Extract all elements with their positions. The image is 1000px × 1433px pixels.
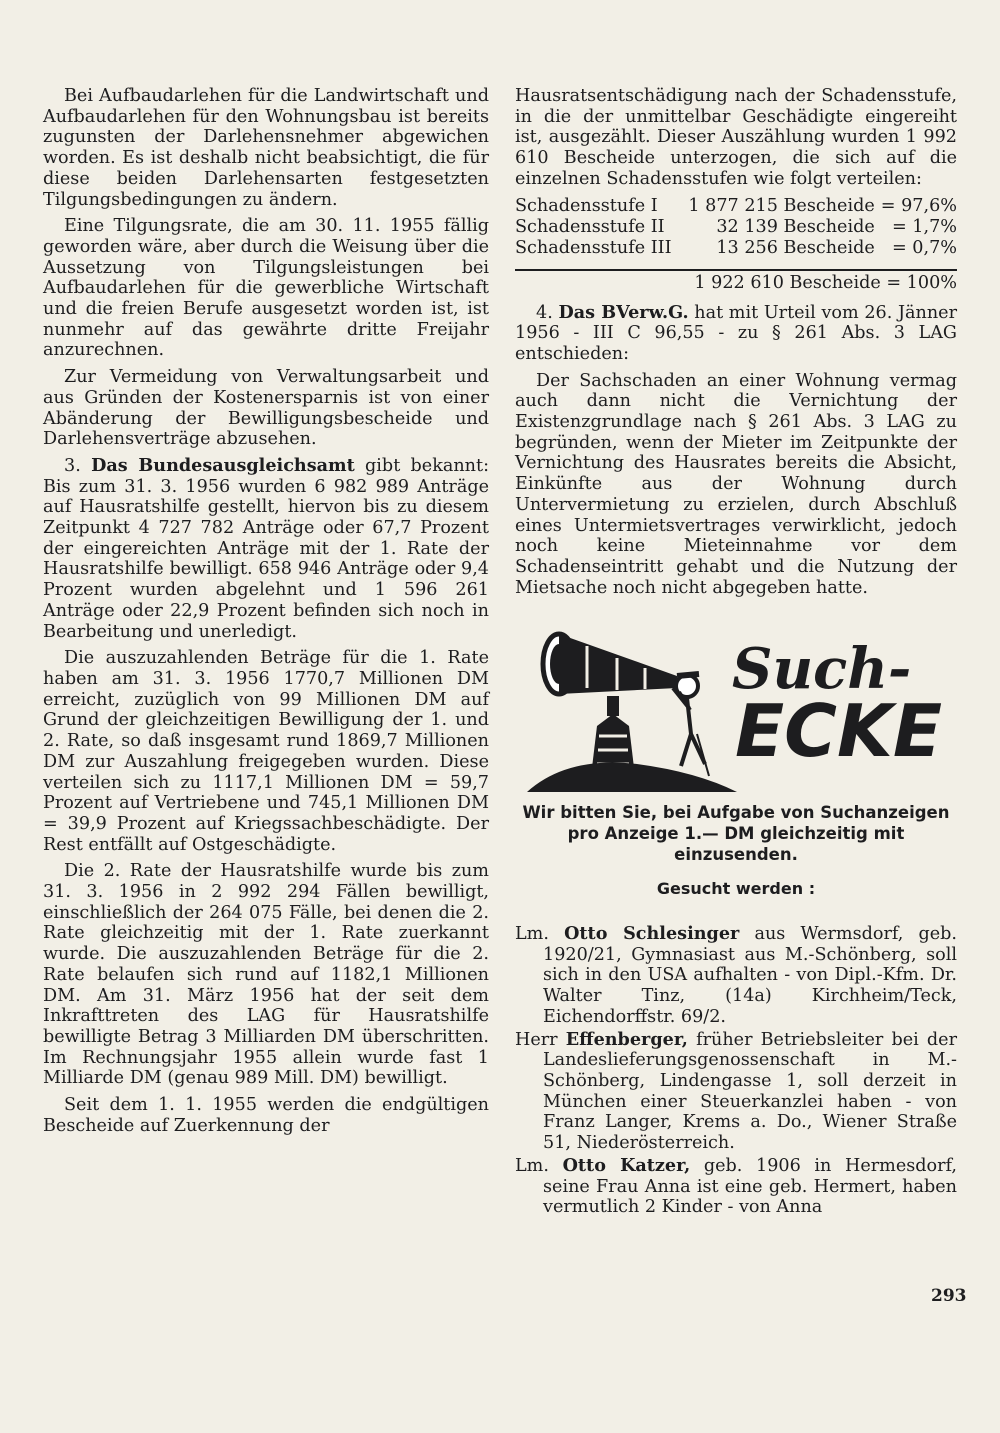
logo-word-ecke: ECKE xyxy=(735,689,942,774)
page-number: 293 xyxy=(931,1286,967,1306)
logo-word-such: Such- xyxy=(732,636,912,703)
level-count: 32 139 Bescheide xyxy=(716,216,875,237)
level-count: 1 877 215 Bescheide xyxy=(688,195,875,216)
section-heading: Gesucht werden : xyxy=(656,879,816,899)
paragraph: Zur Vermeidung von Verwaltungsarbeit und aus Gründen der Kostenersparnis ist von einer Abänderung der Bewilligungsbescheide und Darlehensverträge abzusehen. xyxy=(43,367,489,450)
table-total: 1 922 610 Bescheide = 100% xyxy=(694,272,957,293)
level-label: Schadensstufe III xyxy=(515,237,672,258)
bold-term: Das BVerw.G. xyxy=(558,301,689,323)
paragraph-text: hat mit Urteil vom 26. Jänner 1956 - III C 96,55 - zu § 261 Abs. 3 LAG entschieden: xyxy=(515,302,957,364)
such-ecke-logo xyxy=(527,626,947,796)
entry-text: geb. 1906 in Hermesdorf, seine Frau Anna ist eine geb. Hermert, haben vermutlich 2 Kinder - von Anna xyxy=(543,1155,958,1218)
paragraph: Eine Tilgungsrate, die am 30. 11. 1955 fällig geworden wäre, aber durch die Weisung über die Aussetzung von Tilgungsleistungen bei Aufbaudarlehen für die gewerbliche Wirtschaft und die freien Berufe ausgesetzt worden ist, ist nunmehr auf das gewährte dritte Freijahr anzurechnen. xyxy=(43,216,489,361)
damage-level-table xyxy=(515,196,957,259)
list-item xyxy=(515,1156,957,1218)
entry-name: Otto Schlesinger xyxy=(564,923,740,945)
telescope-icon xyxy=(543,634,677,694)
entry-prefix: Lm. xyxy=(515,1155,549,1176)
level-percent: = 1,7% xyxy=(891,216,957,237)
paragraph: Der Sachschaden an einer Wohnung vermag auch dann nicht die Vernichtung der Existenzgrundlage nach § 261 Abs. 3 LAG zu begründen, wenn der Mieter im Zeitpunkte der Vernichtung des Hausrates bereits die Absicht, Einkünfte aus der Wohnung durch Untervermietung zu erzielen, durch Abschluß eines Untermietsvertrages verwirklicht, jedoch noch keine Mieteinnahme vor dem Schadenseintritt gehabt und die Nutzung der Mietsache noch nicht abgegeben hatte. xyxy=(515,370,957,598)
level-label: Schadensstufe II xyxy=(515,216,665,237)
paragraph-text: gibt bekannt: Bis zum 31. 3. 1956 wurden 6 982 989 Anträge auf Hausratshilfe gestellt, hiervon bis zu diesem Zeitpunkt 4 727 782 Anträge oder 67,7 Prozent der eingereichten Anträge mit der 1. Rate der Hausratshilfe bewilligt. 658 946 Anträge oder 9,4 Prozent wurden abgelehnt und 1 596 261 Anträge oder 22,9 Prozent befinden sich noch in Bearbeitung und unerledigt. xyxy=(43,455,490,642)
paragraph-bundesausgleichsamt xyxy=(43,456,489,642)
entry-prefix: Lm. xyxy=(515,924,549,945)
right-column xyxy=(515,86,957,1220)
left-column xyxy=(43,86,489,1142)
table-row xyxy=(515,196,957,217)
bold-term: Das Bundesausgleichsamt xyxy=(91,454,355,476)
paragraph: Seit dem 1. 1. 1955 werden die endgültigen Bescheide auf Zuerkennung der xyxy=(43,1095,489,1136)
table-row xyxy=(515,238,957,259)
paragraph: Die 2. Rate der Hausratshilfe wurde bis zum 31. 3. 1956 in 2 992 294 Fällen bewilligt, einschließlich der 264 075 Fälle, bei denen die 2. Rate gleichzeitig mit der 1. Rate zuerkannt wurde. Die auszuzahlenden Beträge für die 2. Rate belaufen sich rund auf 1182,1 Millionen DM. Am 31. März 1956 hat der seit dem Inkrafttreten des LAG für Hausratshilfe bewilligte Betrag 3 Milliarden DM überschritten. Im Rechnungsjahr 1955 allein wurde fast 1 Milliarde DM (genau 989 Mill. DM) bewilligt. xyxy=(43,861,489,1089)
list-item xyxy=(515,924,957,1028)
level-count: 13 256 Bescheide xyxy=(716,237,875,258)
entry-name: Effenberger, xyxy=(565,1028,688,1050)
entry-text: früher Betriebsleiter bei der Landeslieferungsgenossenschaft in M.-Schönberg, Lindengasse 1, soll derzeit in München einer Steuerkanzlei haben - von Franz Langer, Krems a. Do., Wiener Straße 51, Niederösterreich. xyxy=(543,1029,957,1154)
item-number: 4. xyxy=(536,302,553,323)
level-percent: = 97,6% xyxy=(880,195,957,216)
paragraph-bverwg xyxy=(515,303,957,365)
item-number: 3. xyxy=(64,455,81,476)
table-row xyxy=(515,217,957,238)
paragraph: Bei Aufbaudarlehen für die Landwirtschaft und Aufbaudarlehen für den Wohnungsbau ist bereits zugunsten der Darlehensnehmer abgewichen worden. Es ist deshalb nicht beabsichtigt, die für diese beiden Darlehensarten festgesetzten Tilgungsbedingungen zu ändern. xyxy=(43,86,489,210)
entry-name: Otto Katzer, xyxy=(562,1154,691,1176)
entry-text: aus Wermsdorf, geb. 1920/21, Gymnasiast aus M.-Schönberg, soll sich in den USA aufhalten - von Dipl.-Kfm. Dr. Walter Tinz, (14a) Kirchheim/Teck, Eichendorffstr. 69/2. xyxy=(543,924,958,1027)
paragraph: Hausratsentschädigung nach der Schadensstufe, in die der unmittelbar Geschädigte eingereiht ist, ausgezählt. Dieser Auszählung wurden 1 992 610 Bescheide unterzogen, die sich auf die einzelnen Schadensstufen wie folgt verteilen: xyxy=(515,86,957,189)
list-item xyxy=(515,1030,957,1154)
notice-text: Wir bitten Sie, bei Aufgabe von Suchanzeigen pro Anzeige 1.— DM gleichzeitig mit einzusenden. xyxy=(522,803,950,865)
paragraph: Die auszuzahlenden Beträge für die 1. Rate haben am 31. 3. 1956 1770,7 Millionen DM erreicht, zuzüglich von 99 Millionen DM auf Grund der gleichzeitigen Bewilligung der 1. und 2. Rate, so daß insgesamt rund 1869,7 Millionen DM zur Auszahlung freigegeben wurden. Diese verteilen sich zu 1117,1 Millionen DM = 59,7 Prozent auf Vertriebene und 745,1 Millionen DM = 39,9 Prozent auf Kriegssachbeschädigte. Der Rest entfällt auf Ostgeschädigte. xyxy=(43,648,489,855)
level-label: Schadensstufe I xyxy=(515,195,658,216)
entry-prefix: Herr xyxy=(515,1029,558,1050)
level-percent: = 0,7% xyxy=(891,237,957,258)
man-figure-icon xyxy=(673,674,709,776)
